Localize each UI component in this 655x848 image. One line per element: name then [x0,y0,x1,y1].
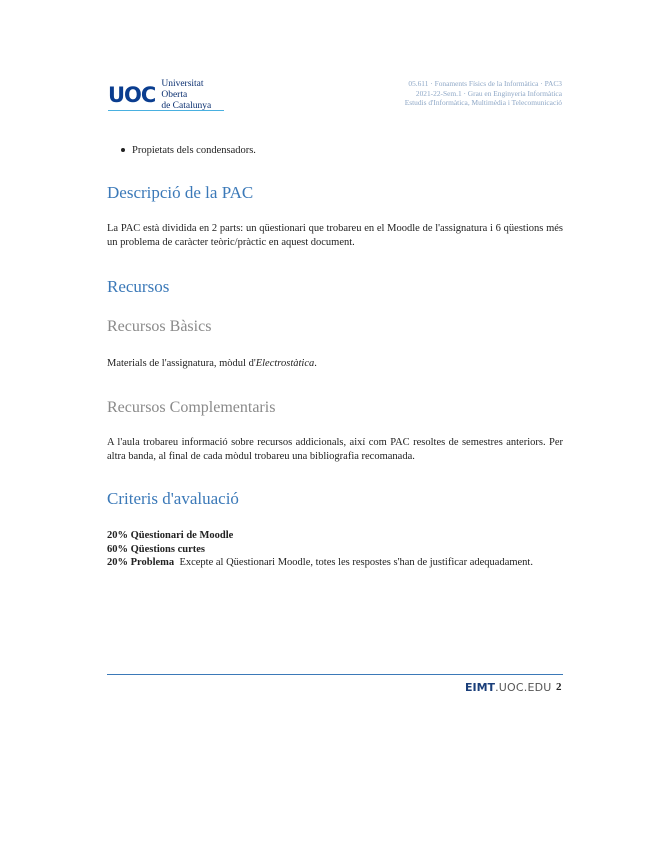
header-line2: 2021-22-Sem.1 · Grau en Enginyeria Informàtica [415,88,562,98]
criteri-item-3 [107,556,563,570]
criteri-item-3-bold: 20% Problema [107,557,175,568]
heading-recursos-complementaris: Recursos Complementaris [107,399,276,416]
heading-recursos: Recursos [107,277,170,296]
uoc-logo-line2: de Catalunya [161,100,212,111]
basics-text-italic: Electrostàtica [255,358,315,369]
logo-underline [108,110,224,111]
paragraph-recursos-complementaris: A l'aula trobareu informació sobre recursos addicionals, així com PAC resoltes de semestres anteriors. Per altra banda, al final de cada mòdul trobareu una bibliografia recomanada. [107,437,563,462]
criteri-item-2-text: 60% Qüestions curtes [107,543,205,555]
footer-brand-rest: .UOC.EDU [495,681,552,694]
heading-descripcio: Descripció de la PAC [107,183,254,202]
paragraph-recursos-basics [107,357,563,371]
page-header [405,79,562,108]
bullet-dot-icon [121,148,125,152]
basics-text-prefix: Materials de l'assignatura, mòdul d' [107,358,256,369]
footer-brand-bold: EIMT [465,681,496,694]
heading-criteris: Criteris d'avaluació [107,489,239,508]
criteri-item-2 [107,543,563,557]
footer-brand-logo [465,681,552,694]
uoc-logo [108,80,224,110]
page-number: 2 [556,681,562,693]
footer-divider [107,674,563,675]
basics-text-suffix: . [314,358,317,369]
bullet-list-item [121,145,256,156]
criteris-list [107,529,563,570]
uoc-logo-line1: Universitat Oberta [161,78,204,100]
criteri-item-1-text: 20% Qüestionari de Moodle [107,530,234,541]
criteri-item-3-text: Excepte al Qüestionari Moodle, totes les respostes s'han de justificar adequadament. [179,557,533,568]
heading-recursos-basics: Recursos Bàsics [107,318,212,335]
uoc-logo-text [161,79,224,112]
criteri-item-1 [107,529,563,543]
header-line1: 05.611 · Fonaments Físics de la Informàtica · PAC3 [408,79,562,88]
header-line3: Estudis d'Informàtica, Multimèdia i Telecomunicació [404,98,562,108]
paragraph-descripcio: La PAC està dividida en 2 parts: un qüestionari que trobareu en el Moodle de l'assignatura i 6 qüestions més un problema de caràcter teòric/pràctic en aquest document. [107,223,563,248]
uoc-logo-mark: UOC [108,82,156,107]
bullet-text: Propietats dels condensadors. [132,145,256,156]
